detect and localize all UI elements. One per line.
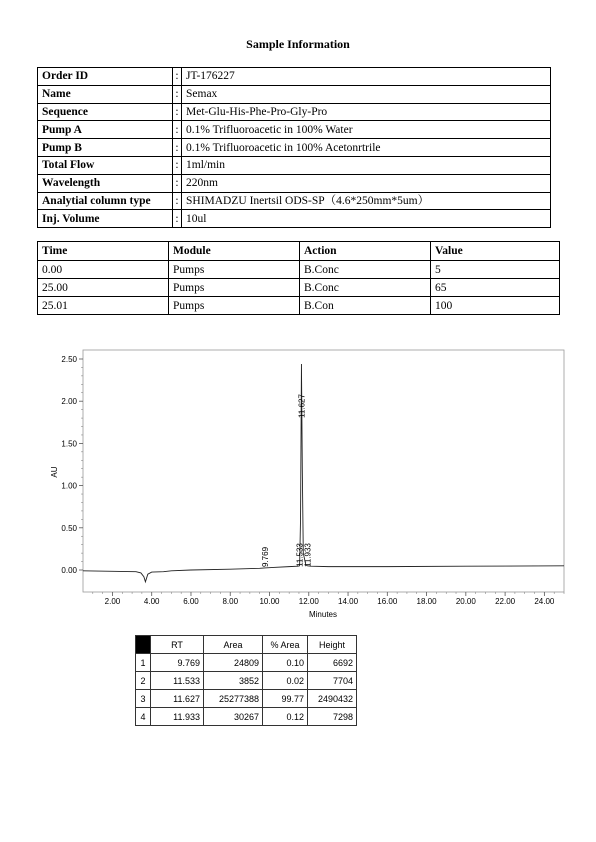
peak-index: 4 (136, 708, 151, 726)
peak-row (136, 708, 357, 726)
info-colon: : (173, 210, 182, 228)
info-value: Met-Glu-His-Phe-Pro-Gly-Pro (182, 103, 551, 121)
info-colon: : (173, 85, 182, 103)
program-cell: B.Conc (300, 261, 431, 279)
program-cell: Pumps (169, 261, 300, 279)
info-colon: : (173, 156, 182, 174)
x-tick-label: 12.00 (298, 597, 319, 606)
info-label: Inj. Volume (38, 210, 173, 228)
info-value: 1ml/min (182, 156, 551, 174)
col-header-area: Area (204, 636, 263, 654)
peak-cell: 7704 (308, 672, 357, 690)
peak-index: 1 (136, 654, 151, 672)
peak-cell: 9.769 (151, 654, 204, 672)
program-cell: B.Con (300, 297, 431, 315)
peak-cell: 24809 (204, 654, 263, 672)
peak-cell: 3852 (204, 672, 263, 690)
peak-label: 9.769 (260, 546, 270, 567)
peak-cell: 11.933 (151, 708, 204, 726)
info-label: Wavelength (38, 174, 173, 192)
col-header-action: Action (300, 242, 431, 261)
col-header-time: Time (38, 242, 169, 261)
peak-cell: 0.10 (263, 654, 308, 672)
col-header-value: Value (431, 242, 560, 261)
peak-cell: 0.02 (263, 672, 308, 690)
plot-frame (83, 350, 564, 592)
peak-table-corner (136, 636, 151, 654)
info-label: Pump B (38, 139, 173, 157)
x-tick-label: 16.00 (377, 597, 398, 606)
info-colon: : (173, 174, 182, 192)
info-colon: : (173, 121, 182, 139)
program-cell: 5 (431, 261, 560, 279)
info-value: SHIMADZU Inertsil ODS-SP（4.6*250mm*5um） (182, 192, 551, 210)
x-tick-label: 20.00 (455, 597, 476, 606)
program-cell: 100 (431, 297, 560, 315)
peak-cell: 0.12 (263, 708, 308, 726)
info-colon: : (173, 192, 182, 210)
info-colon: : (173, 139, 182, 157)
peak-cell: 11.627 (151, 690, 204, 708)
peak-row (136, 654, 357, 672)
page-title: Sample Information (246, 37, 350, 51)
y-tick-label: 1.00 (61, 481, 77, 491)
program-cell: B.Conc (300, 279, 431, 297)
peak-index: 2 (136, 672, 151, 690)
peak-cell: 2490432 (308, 690, 357, 708)
x-tick-label: 6.00 (183, 597, 199, 606)
x-tick-label: 10.00 (259, 597, 280, 606)
peak-index: 3 (136, 690, 151, 708)
peak-cell: 99.77 (263, 690, 308, 708)
col-header-height: Height (308, 636, 357, 654)
x-tick-label: 2.00 (104, 597, 121, 606)
chromatogram-trace (83, 364, 564, 582)
info-value: 10ul (182, 210, 551, 228)
info-label: Analytial column type (38, 192, 173, 210)
info-colon: : (173, 68, 182, 86)
program-cell: 25.01 (38, 297, 169, 315)
col-header-module: Module (169, 242, 300, 261)
info-colon: : (173, 103, 182, 121)
info-label: Sequence (38, 103, 173, 121)
x-tick-label: 22.00 (495, 597, 516, 606)
info-value: 220nm (182, 174, 551, 192)
info-value: JT-176227 (182, 68, 551, 86)
peak-row (136, 690, 357, 708)
y-axis-label: AU (50, 466, 59, 478)
x-tick-label: 4.00 (143, 597, 160, 606)
peak-cell: 6692 (308, 654, 357, 672)
program-cell: 0.00 (38, 261, 169, 279)
info-label: Pump A (38, 121, 173, 139)
peak-cell: 7298 (308, 708, 357, 726)
peak-label: 11.533 (295, 543, 305, 567)
program-cell: 65 (431, 279, 560, 297)
x-tick-label: 24.00 (534, 597, 555, 606)
x-tick-label: 14.00 (338, 597, 359, 606)
program-cell: 25.00 (38, 279, 169, 297)
program-cell: Pumps (169, 279, 300, 297)
col-header-pct-area: % Area (263, 636, 308, 654)
program-cell: Pumps (169, 297, 300, 315)
info-label: Total Flow (38, 156, 173, 174)
peak-label: 11.627 (297, 394, 307, 418)
peak-cell: 30267 (204, 708, 263, 726)
x-tick-label: 8.00 (222, 597, 239, 606)
peak-row (136, 672, 357, 690)
info-label: Order ID (38, 68, 173, 86)
col-header-rt: RT (151, 636, 204, 654)
info-label: Name (38, 85, 173, 103)
y-tick-label: 2.50 (61, 355, 77, 364)
y-tick-label: 1.50 (61, 439, 77, 449)
peak-table (135, 635, 357, 726)
peak-cell: 25277388 (204, 690, 263, 708)
y-tick-label: 0.50 (61, 523, 77, 533)
x-tick-label: 18.00 (416, 597, 437, 606)
y-tick-label: 0.00 (61, 566, 77, 575)
peak-label: 11.933 (303, 543, 313, 567)
y-tick-label: 2.00 (61, 397, 77, 407)
info-value: 0.1% Trifluoroacetic in 100% Water (182, 121, 551, 139)
info-value: Semax (182, 85, 551, 103)
peak-cell: 11.533 (151, 672, 204, 690)
x-axis-label: Minutes (308, 610, 338, 619)
info-value: 0.1% Trifluoroacetic in 100% Acetonrtrile (182, 139, 551, 157)
